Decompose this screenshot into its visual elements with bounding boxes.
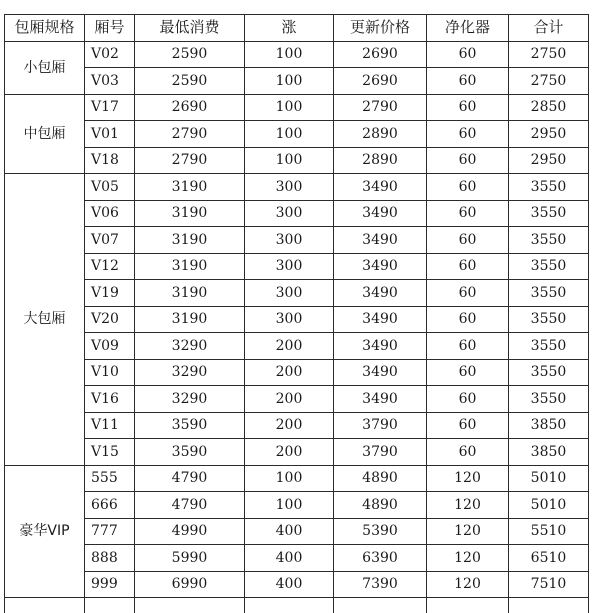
updated-price-cell: 3490 bbox=[334, 306, 427, 333]
table-row bbox=[5, 41, 589, 68]
total-cell: 3850 bbox=[509, 412, 589, 439]
room-number-cell: V01 bbox=[85, 121, 135, 148]
room-number-cell: V18 bbox=[85, 147, 135, 174]
room-number-cell: V07 bbox=[85, 227, 135, 254]
updated-price-cell: 6390 bbox=[334, 545, 427, 572]
cutoff-cell bbox=[135, 598, 245, 613]
purifier-cell: 60 bbox=[427, 306, 509, 333]
updated-price-cell: 3790 bbox=[334, 439, 427, 466]
updated-price-cell: 3490 bbox=[334, 359, 427, 386]
updated-price-cell: 5390 bbox=[334, 518, 427, 545]
table-row bbox=[5, 68, 589, 95]
room-number-cell: V03 bbox=[85, 68, 135, 95]
total-cell: 2850 bbox=[509, 94, 589, 121]
header-min-spend: 最低消费 bbox=[135, 15, 245, 42]
increase-cell: 300 bbox=[245, 280, 334, 307]
updated-price-cell: 3490 bbox=[334, 227, 427, 254]
total-cell: 3550 bbox=[509, 200, 589, 227]
min-spend-cell: 3590 bbox=[135, 439, 245, 466]
total-cell: 5010 bbox=[509, 465, 589, 492]
room-number-cell: 555 bbox=[85, 465, 135, 492]
purifier-cell: 60 bbox=[427, 386, 509, 413]
room-number-cell: V05 bbox=[85, 174, 135, 201]
min-spend-cell: 2690 bbox=[135, 94, 245, 121]
purifier-cell: 60 bbox=[427, 227, 509, 254]
min-spend-cell: 3190 bbox=[135, 306, 245, 333]
total-cell: 7510 bbox=[509, 571, 589, 598]
updated-price-cell: 3490 bbox=[334, 200, 427, 227]
increase-cell: 100 bbox=[245, 41, 334, 68]
updated-price-cell: 2890 bbox=[334, 147, 427, 174]
room-category-cell: 大包厢 bbox=[5, 174, 85, 466]
table-row bbox=[5, 359, 589, 386]
cutoff-cell bbox=[427, 598, 509, 613]
min-spend-cell: 3590 bbox=[135, 412, 245, 439]
increase-cell: 400 bbox=[245, 571, 334, 598]
table-row bbox=[5, 333, 589, 360]
purifier-cell: 60 bbox=[427, 439, 509, 466]
purifier-cell: 120 bbox=[427, 571, 509, 598]
total-cell: 3550 bbox=[509, 359, 589, 386]
min-spend-cell: 3190 bbox=[135, 280, 245, 307]
min-spend-cell: 6990 bbox=[135, 571, 245, 598]
purifier-cell: 60 bbox=[427, 200, 509, 227]
purifier-cell: 60 bbox=[427, 412, 509, 439]
header-increase: 涨 bbox=[245, 15, 334, 42]
updated-price-cell: 2690 bbox=[334, 68, 427, 95]
cutoff-cell bbox=[5, 598, 85, 613]
table-row bbox=[5, 147, 589, 174]
purifier-cell: 60 bbox=[427, 253, 509, 280]
cutoff-cell bbox=[334, 598, 427, 613]
increase-cell: 300 bbox=[245, 227, 334, 254]
min-spend-cell: 2590 bbox=[135, 41, 245, 68]
updated-price-cell: 2890 bbox=[334, 121, 427, 148]
room-category-cell: 小包厢 bbox=[5, 41, 85, 94]
room-number-cell: V20 bbox=[85, 306, 135, 333]
increase-cell: 100 bbox=[245, 465, 334, 492]
purifier-cell: 60 bbox=[427, 121, 509, 148]
increase-cell: 200 bbox=[245, 439, 334, 466]
updated-price-cell: 3490 bbox=[334, 333, 427, 360]
table-row bbox=[5, 306, 589, 333]
purifier-cell: 60 bbox=[427, 41, 509, 68]
increase-cell: 100 bbox=[245, 68, 334, 95]
header-room-spec: 包厢规格 bbox=[5, 15, 85, 42]
updated-price-cell: 7390 bbox=[334, 571, 427, 598]
header-row bbox=[5, 15, 589, 42]
updated-price-cell: 3490 bbox=[334, 174, 427, 201]
min-spend-cell: 5990 bbox=[135, 545, 245, 572]
room-number-cell: 777 bbox=[85, 518, 135, 545]
cutoff-cell bbox=[245, 598, 334, 613]
updated-price-cell: 4890 bbox=[334, 465, 427, 492]
room-number-cell: V06 bbox=[85, 200, 135, 227]
room-number-cell: V02 bbox=[85, 41, 135, 68]
room-number-cell: V11 bbox=[85, 412, 135, 439]
min-spend-cell: 2790 bbox=[135, 147, 245, 174]
cutoff-cell bbox=[85, 598, 135, 613]
table-row bbox=[5, 174, 589, 201]
table-row bbox=[5, 386, 589, 413]
price-sheet bbox=[4, 14, 592, 613]
purifier-cell: 60 bbox=[427, 174, 509, 201]
room-price-table bbox=[4, 14, 589, 613]
increase-cell: 100 bbox=[245, 492, 334, 519]
cutoff-cell bbox=[509, 598, 589, 613]
room-number-cell: V16 bbox=[85, 386, 135, 413]
total-cell: 3550 bbox=[509, 174, 589, 201]
total-cell: 3550 bbox=[509, 386, 589, 413]
total-cell: 2950 bbox=[509, 147, 589, 174]
increase-cell: 400 bbox=[245, 518, 334, 545]
purifier-cell: 60 bbox=[427, 333, 509, 360]
increase-cell: 300 bbox=[245, 253, 334, 280]
min-spend-cell: 4790 bbox=[135, 465, 245, 492]
min-spend-cell: 4790 bbox=[135, 492, 245, 519]
updated-price-cell: 4890 bbox=[334, 492, 427, 519]
increase-cell: 200 bbox=[245, 412, 334, 439]
updated-price-cell: 3790 bbox=[334, 412, 427, 439]
increase-cell: 300 bbox=[245, 174, 334, 201]
min-spend-cell: 2590 bbox=[135, 68, 245, 95]
room-number-cell: V15 bbox=[85, 439, 135, 466]
purifier-cell: 60 bbox=[427, 280, 509, 307]
min-spend-cell: 3290 bbox=[135, 333, 245, 360]
table-row bbox=[5, 439, 589, 466]
total-cell: 2950 bbox=[509, 121, 589, 148]
min-spend-cell: 3290 bbox=[135, 359, 245, 386]
updated-price-cell: 2790 bbox=[334, 94, 427, 121]
room-number-cell: 888 bbox=[85, 545, 135, 572]
purifier-cell: 60 bbox=[427, 359, 509, 386]
room-number-cell: V19 bbox=[85, 280, 135, 307]
table-row bbox=[5, 200, 589, 227]
total-cell: 6510 bbox=[509, 545, 589, 572]
total-cell: 2750 bbox=[509, 41, 589, 68]
table-row bbox=[5, 227, 589, 254]
total-cell: 3550 bbox=[509, 227, 589, 254]
increase-cell: 200 bbox=[245, 333, 334, 360]
table-row bbox=[5, 518, 589, 545]
min-spend-cell: 2790 bbox=[135, 121, 245, 148]
purifier-cell: 120 bbox=[427, 518, 509, 545]
min-spend-cell: 3190 bbox=[135, 200, 245, 227]
header-updated-price: 更新价格 bbox=[334, 15, 427, 42]
total-cell: 3850 bbox=[509, 439, 589, 466]
increase-cell: 300 bbox=[245, 200, 334, 227]
total-cell: 3550 bbox=[509, 280, 589, 307]
table-row bbox=[5, 465, 589, 492]
purifier-cell: 120 bbox=[427, 465, 509, 492]
cutoff-row bbox=[5, 598, 589, 613]
table-row bbox=[5, 94, 589, 121]
header-purifier: 净化器 bbox=[427, 15, 509, 42]
total-cell: 3550 bbox=[509, 253, 589, 280]
total-cell: 5510 bbox=[509, 518, 589, 545]
total-cell: 2750 bbox=[509, 68, 589, 95]
header-room-number: 厢号 bbox=[85, 15, 135, 42]
increase-cell: 200 bbox=[245, 359, 334, 386]
room-category-cell: 中包厢 bbox=[5, 94, 85, 174]
table-row bbox=[5, 492, 589, 519]
purifier-cell: 60 bbox=[427, 147, 509, 174]
room-number-cell: V10 bbox=[85, 359, 135, 386]
table-body bbox=[5, 41, 589, 613]
purifier-cell: 60 bbox=[427, 68, 509, 95]
increase-cell: 300 bbox=[245, 306, 334, 333]
room-number-cell: 666 bbox=[85, 492, 135, 519]
updated-price-cell: 3490 bbox=[334, 280, 427, 307]
room-number-cell: V12 bbox=[85, 253, 135, 280]
total-cell: 5010 bbox=[509, 492, 589, 519]
purifier-cell: 60 bbox=[427, 94, 509, 121]
table-row bbox=[5, 412, 589, 439]
purifier-cell: 120 bbox=[427, 545, 509, 572]
min-spend-cell: 3290 bbox=[135, 386, 245, 413]
min-spend-cell: 3190 bbox=[135, 253, 245, 280]
purifier-cell: 120 bbox=[427, 492, 509, 519]
increase-cell: 100 bbox=[245, 121, 334, 148]
increase-cell: 100 bbox=[245, 94, 334, 121]
increase-cell: 400 bbox=[245, 545, 334, 572]
min-spend-cell: 3190 bbox=[135, 174, 245, 201]
room-number-cell: V09 bbox=[85, 333, 135, 360]
table-row bbox=[5, 571, 589, 598]
min-spend-cell: 3190 bbox=[135, 227, 245, 254]
table-row bbox=[5, 280, 589, 307]
table-row bbox=[5, 121, 589, 148]
room-number-cell: 999 bbox=[85, 571, 135, 598]
increase-cell: 200 bbox=[245, 386, 334, 413]
min-spend-cell: 4990 bbox=[135, 518, 245, 545]
updated-price-cell: 2690 bbox=[334, 41, 427, 68]
table-row bbox=[5, 253, 589, 280]
table-row bbox=[5, 545, 589, 572]
room-number-cell: V17 bbox=[85, 94, 135, 121]
increase-cell: 100 bbox=[245, 147, 334, 174]
total-cell: 3550 bbox=[509, 306, 589, 333]
room-category-cell: 豪华VIP bbox=[5, 465, 85, 598]
total-cell: 3550 bbox=[509, 333, 589, 360]
updated-price-cell: 3490 bbox=[334, 253, 427, 280]
updated-price-cell: 3490 bbox=[334, 386, 427, 413]
header-total: 合计 bbox=[509, 15, 589, 42]
